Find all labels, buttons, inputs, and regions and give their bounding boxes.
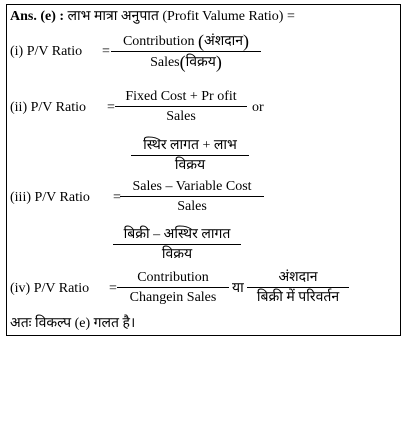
formula-iv-hindi-denominator: बिक्री में परिवर्तन xyxy=(256,290,340,305)
formula-iii-hindi-denominator: विक्रय xyxy=(161,247,193,262)
formula-i-fraction-bar xyxy=(111,51,261,52)
formula-iv-hindi-numerator: अंशदान xyxy=(278,270,318,285)
formula-ii-equals: = xyxy=(107,100,115,115)
answer-label: Ans. (e) : xyxy=(10,9,65,24)
formula-i-numerator: Contribution (अंशदान) xyxy=(122,31,250,51)
formula-iv-fraction-bar xyxy=(117,287,229,288)
formula-i-denominator: Sales(विक्रय) xyxy=(150,52,222,72)
formula-iii-hindi-numerator: बिक्री – अस्थिर लागत xyxy=(123,227,231,242)
answer-heading xyxy=(10,9,295,25)
formula-ii-fraction-bar xyxy=(115,106,247,107)
formula-ii-hindi-numerator: स्थिर लागत + लाभ xyxy=(143,138,237,153)
formula-iii-fraction xyxy=(120,179,264,215)
formula-i-numerator-hindi: अंशदान xyxy=(204,34,244,49)
formula-iv-label: (iv) P/V Ratio xyxy=(10,281,90,296)
formula-ii-label: (ii) P/V Ratio xyxy=(10,100,86,115)
answer-box xyxy=(6,4,401,336)
formula-i-equals: = xyxy=(102,44,110,59)
formula-iii-denominator: Sales xyxy=(177,199,207,214)
formula-iv-denominator: Changein Sales xyxy=(129,290,217,305)
formula-iv-fraction xyxy=(117,270,229,306)
formula-ii-numerator: Fixed Cost + Pr ofit xyxy=(125,89,237,104)
formula-i-fraction xyxy=(111,33,261,71)
conclusion-text: अतः विकल्प (e) गलत है। xyxy=(10,316,136,331)
formula-iii-equals: = xyxy=(113,190,121,205)
formula-iv-hindi-fraction xyxy=(247,270,349,306)
formula-iii-hindi-fraction-bar xyxy=(113,244,241,245)
formula-iii-numerator: Sales – Variable Cost xyxy=(132,179,252,194)
formula-iv-equals: = xyxy=(109,281,117,296)
formula-iv-or: या xyxy=(232,281,244,296)
formula-iii-fraction-bar xyxy=(120,196,264,197)
answer-heading-text: लाभ मात्रा अनुपात (Profit Valume Ratio) = xyxy=(67,9,295,24)
formula-ii-hindi-fraction xyxy=(131,138,249,174)
formula-iv-hindi-fraction-bar xyxy=(247,287,349,288)
formula-i-label: (i) P/V Ratio xyxy=(10,44,83,59)
formula-i-denominator-text: Sales xyxy=(150,55,180,70)
formula-iv-numerator: Contribution xyxy=(137,270,209,285)
formula-i-numerator-text: Contribution xyxy=(122,34,195,49)
formula-ii-hindi-fraction-bar xyxy=(131,155,249,156)
formula-ii-hindi-denominator: विक्रय xyxy=(174,158,206,173)
formula-ii-fraction xyxy=(115,89,247,125)
formula-ii-denominator: Sales xyxy=(166,109,196,124)
formula-iii-hindi-fraction xyxy=(113,227,241,263)
formula-i-denominator-hindi: विक्रय xyxy=(185,55,216,70)
formula-ii-or: or xyxy=(252,100,264,115)
formula-iii-label: (iii) P/V Ratio xyxy=(10,190,90,205)
